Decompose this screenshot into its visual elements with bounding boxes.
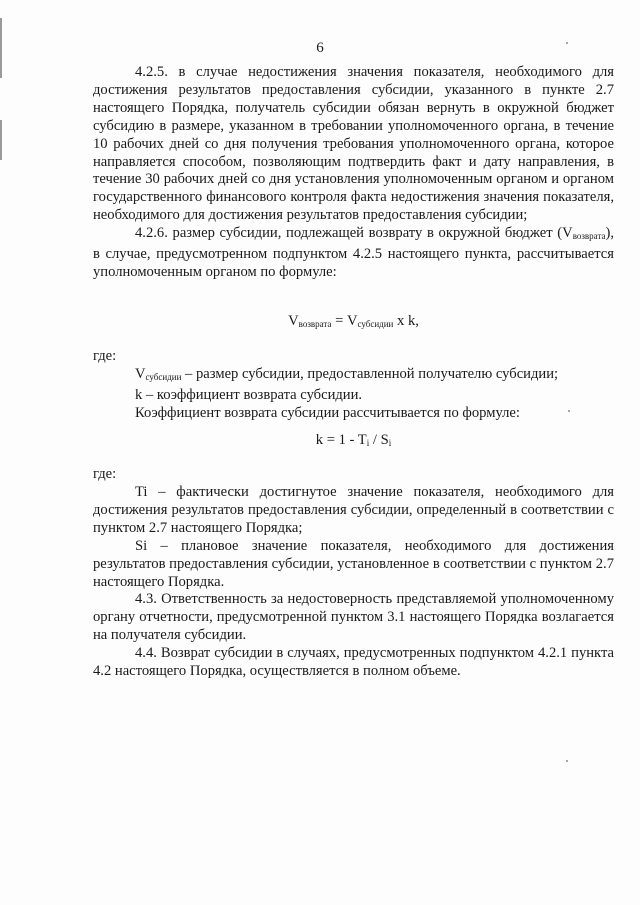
paragraph-4-3: 4.3. Ответственность за недостоверность представляемой уполномоченному органу отчетности, предусмотренной пунктом 3.1 настоящего Порядка возлагается на получателя субсидии. — [93, 591, 614, 644]
si-definition: Si – плановое значение показателя, необходимого для достижения результатов предоставления субсидии, установленное в соответствии с пунктом 2.7 настоящего Порядка. — [93, 537, 614, 590]
text-block-2 — [93, 366, 614, 423]
coefficient-intro: Коэффициент возврата субсидии рассчитывается по формуле: — [135, 404, 520, 421]
ti-definition: Ti – фактически достигнутое значение показателя, необходимого для достижения результатов предоставления субсидии, определенный в соответствии с пунктом 2.7 настоящего Порядка; — [93, 484, 614, 536]
text-block-3 — [93, 484, 614, 681]
text-block-1 — [93, 64, 614, 282]
page-number: 6 — [316, 40, 324, 56]
scan-edge-mark — [0, 120, 2, 160]
formula-v-return: $V_{возврата} = V_{субсидии}$ x k, — [288, 313, 419, 329]
scan-speck — [566, 760, 568, 762]
formula-k: $k = 1 - T_i / S_i$ — [315, 432, 392, 448]
paragraph-4-2-5: 4.2.5. в случае недостижения значения показателя, необходимого для достижения результатов предоставления субсидии, указанного в пункте 2.7 настоящего Порядка, получатель субсидии обязан вернуть в окружной бюджет субсидию в размере, указанном в требовании уполномоченного органа, в течение 10 рабочих дней со дня получения требования уполномоченного органа, которое направляется способом, позволяющим подтвердить факт и дату направления, в течение 30 рабочих дней со дня установления уполномоченным органом и органом государственного финансового контроля факта недостижения значения показателя, необходимого для достижения результатов предоставления субсидии; — [93, 64, 614, 224]
k-definition: k – коэффициент возврата субсидии. — [135, 386, 363, 403]
v-subsidy-definition: $V_{субсидии}$ – размер субсидии, предоставленной получателю субсидии; — [135, 366, 559, 382]
where-label-1: где: — [93, 348, 117, 364]
paragraph-4-4: 4.4. Возврат субсидии в случаях, предусмотренных подпунктом 4.2.1 пункта 4.2 настоящего Порядка, осуществляется в полном объеме. — [93, 645, 614, 680]
paragraph-4-2-6: 4.2.6. размер субсидии, подлежащей возврату в окружной бюджет $(V_{возврата})$, в случае, предусмотренном подпунктом 4.2.5 настоящего пункта, рассчитывается уполномоченным органом по формуле: — [93, 225, 614, 280]
where-label-2: где: — [93, 466, 117, 482]
